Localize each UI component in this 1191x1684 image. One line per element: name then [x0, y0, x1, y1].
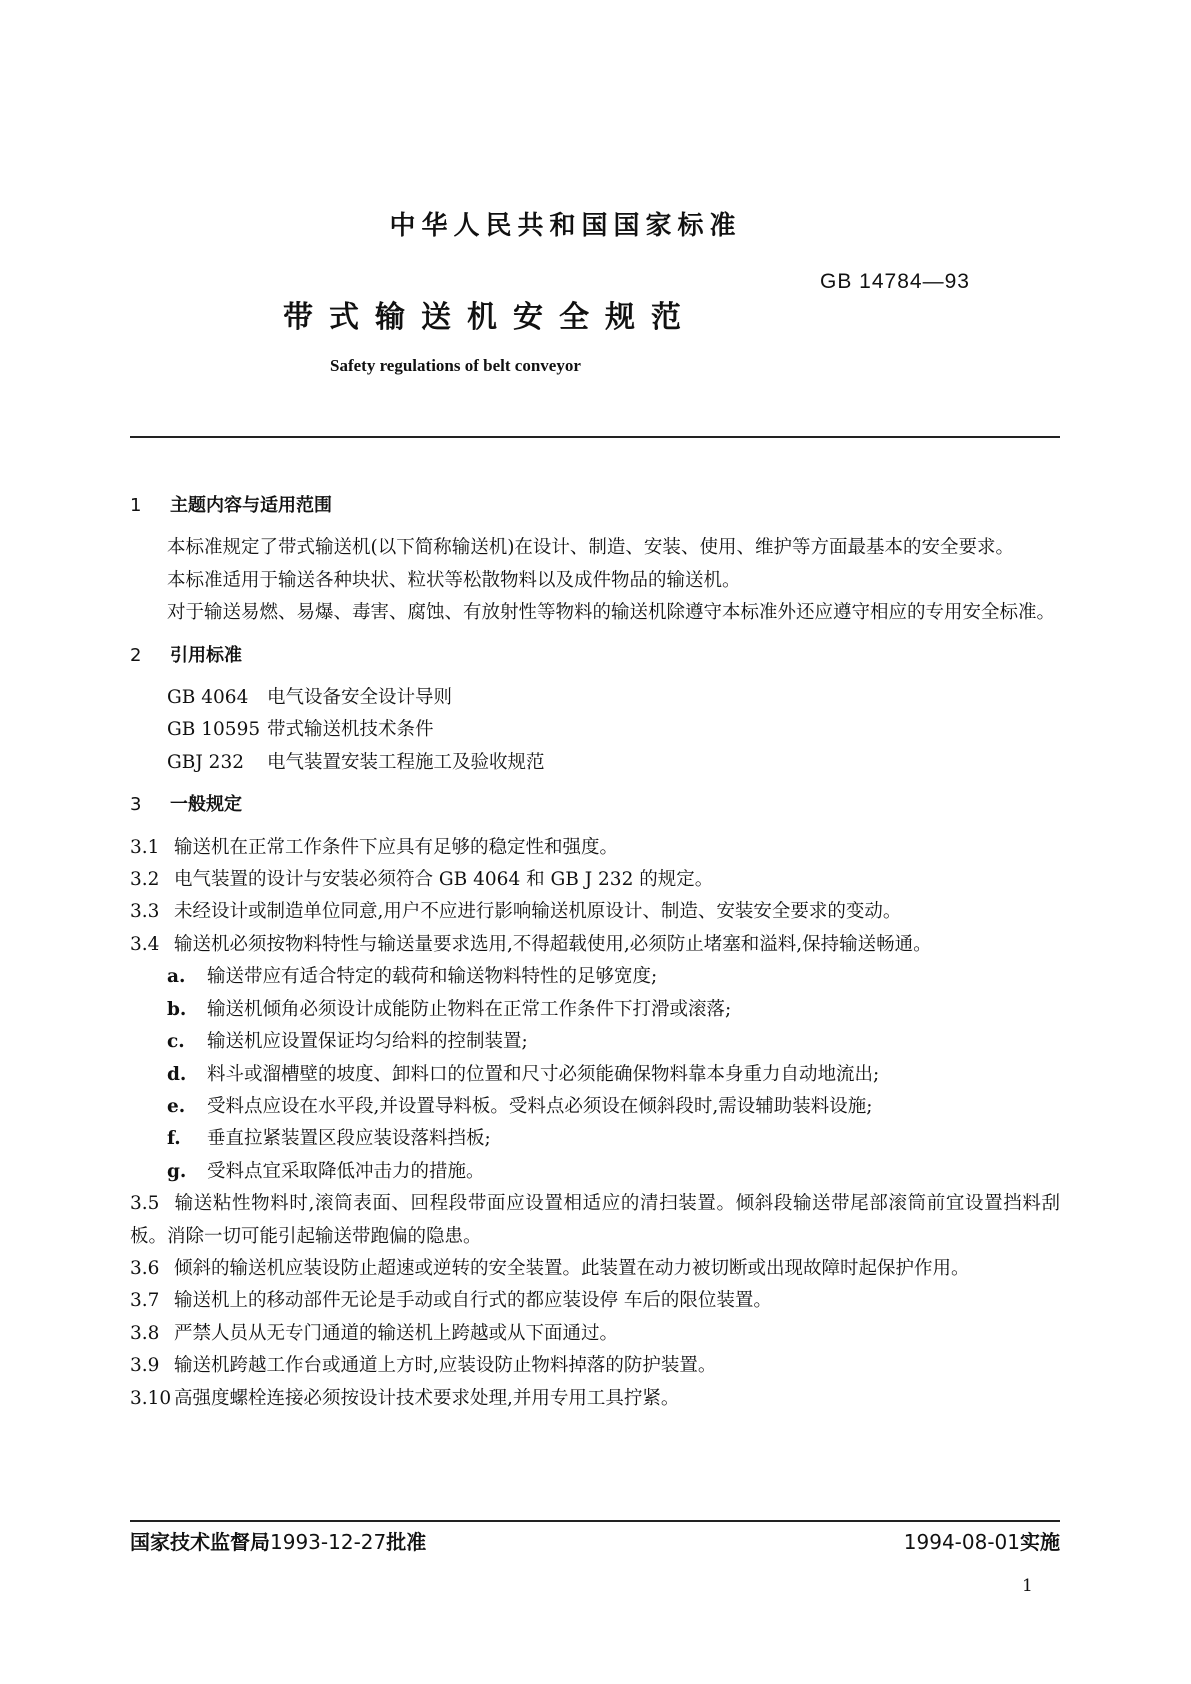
clause-text: 未经设计或制造单位同意,用户不应进行影响输送机原设计、制造、安装安全要求的变动。	[174, 901, 902, 923]
national-standard-text: 中华人民共和国国家标准	[389, 211, 742, 241]
effective-label: 实施	[1020, 1530, 1060, 1554]
list-item	[130, 994, 1060, 1026]
paragraph: 本标准规定了带式输送机(以下简称输送机)在设计、制造、安装、使用、维护等方面最基本的安全要求。	[167, 537, 1014, 559]
clause-number: 3.2	[130, 869, 160, 891]
document-title-english: Safety regulations of belt conveyor	[330, 356, 581, 375]
list-item	[130, 1091, 1060, 1123]
reference-item	[130, 747, 1060, 779]
approve-date: 1993-12-27	[270, 1530, 387, 1554]
effective-info	[904, 1526, 1060, 1555]
item-text: 受料点宜采取降低冲击力的措施。	[207, 1160, 485, 1182]
item-text: 输送带应有适合特定的载荷和输送物料特性的足够宽度;	[207, 966, 658, 988]
item-text: 受料点应设在水平段,并设置导料板。受料点必须设在倾斜段时,需设辅助装料设施;	[207, 1095, 873, 1117]
clause	[130, 1253, 1060, 1285]
item-letter: c.	[167, 1031, 185, 1053]
clause-text: 严禁人员从无专门通道的输送机上跨越或从下面通过。	[174, 1322, 619, 1344]
clause-text: 输送粘性物料时,滚筒表面、回程段带面应设置相适应的清扫装置。倾斜段输送带尾部滚筒前宜设置挡料刮板。消除一切可能引起输送带跑偏的隐患。	[130, 1193, 1060, 1247]
header-divider	[130, 436, 1060, 438]
clause-number: 3.6	[130, 1257, 160, 1279]
clause	[130, 1285, 1060, 1317]
item-letter: f.	[167, 1128, 181, 1150]
clause-text: 输送机必须按物料特性与输送量要求选用,不得超载使用,必须防止堵塞和溢料,保持输送畅通。	[174, 933, 932, 955]
reference-title: 电气设备安全设计导则	[267, 687, 453, 709]
effective-date: 1994-08-01	[903, 1530, 1020, 1554]
clause-number: 3.7	[130, 1290, 160, 1312]
list-item	[130, 1026, 1060, 1058]
item-letter: g.	[167, 1160, 187, 1182]
clause-text: 输送机跨越工作台或通道上方时,应装设防止物料掉落的防护装置。	[174, 1355, 717, 1377]
section-number: 3	[130, 794, 142, 816]
national-standard-heading	[0, 205, 1191, 242]
item-letter: e.	[167, 1095, 186, 1117]
reference-code: GB 10595	[167, 719, 261, 741]
clause-text: 电气装置的设计与安装必须符合 GB 4064 和 GB J 232 的规定。	[174, 869, 714, 891]
item-text: 输送机应设置保证均匀给料的控制装置;	[207, 1031, 528, 1053]
clause-number: 3.5	[130, 1193, 160, 1215]
clause-text: 输送机在正常工作条件下应具有足够的稳定性和强度。	[174, 836, 619, 858]
document-body	[130, 480, 1060, 1415]
list-item	[130, 1156, 1060, 1188]
clause	[130, 896, 1060, 928]
clause	[130, 1188, 1060, 1253]
footer-divider	[130, 1520, 1060, 1522]
clause-text: 高强度螺栓连接必须按设计技术要求处理,并用专用工具拧紧。	[174, 1387, 680, 1409]
list-item	[130, 1123, 1060, 1155]
section-number: 2	[130, 644, 142, 666]
clause	[130, 1383, 1060, 1415]
item-text: 输送机倾角必须设计成能防止物料在正常工作条件下打滑或滚落;	[207, 998, 732, 1020]
item-letter: a.	[167, 966, 186, 988]
clause	[130, 864, 1060, 896]
clause-number: 3.8	[130, 1322, 160, 1344]
reference-title: 电气装置安装工程施工及验收规范	[267, 751, 545, 773]
clause-number: 3.9	[130, 1355, 160, 1377]
list-item	[130, 1059, 1060, 1091]
section-heading-3	[130, 789, 1060, 821]
clause-number: 3.4	[130, 933, 160, 955]
approval-info	[130, 1526, 426, 1555]
clause	[130, 832, 1060, 864]
clause	[130, 929, 1060, 961]
list-item	[130, 961, 1060, 993]
item-text: 垂直拉紧装置区段应装设落料挡板;	[207, 1128, 491, 1150]
clause-number: 3.10	[130, 1387, 172, 1409]
clause-number: 3.1	[130, 836, 160, 858]
section-heading-1	[130, 490, 1060, 522]
reference-item	[130, 682, 1060, 714]
section-heading-2	[130, 640, 1060, 672]
document-title: 带式输送机安全规范	[283, 300, 697, 335]
reference-code: GB 4064	[167, 687, 249, 709]
page-number: 1	[1022, 1576, 1033, 1596]
clause-text: 输送机上的移动部件无论是手动或自行式的都应装设停 车后的限位装置。	[174, 1290, 772, 1312]
clause-text: 倾斜的输送机应装设防止超速或逆转的安全装置。此装置在动力被切断或出现故障时起保护作用。	[174, 1257, 970, 1279]
section-title: 主题内容与适用范围	[170, 495, 332, 516]
item-letter: b.	[167, 998, 187, 1020]
reference-code: GBJ 232	[167, 751, 244, 773]
paragraph: 对于输送易燃、易爆、毒害、腐蚀、有放射性等物料的输送机除遵守本标准外还应遵守相应的专用安全标准。	[167, 602, 1056, 624]
clause-number: 3.3	[130, 901, 160, 923]
clause	[130, 1350, 1060, 1382]
approve-label: 批准	[386, 1530, 427, 1554]
item-text: 料斗或溜槽壁的坡度、卸料口的位置和尺寸必须能确保物料靠本身重力自动地流出;	[207, 1063, 880, 1085]
reference-item	[130, 714, 1060, 746]
issuer: 国家技术监督局	[130, 1530, 270, 1554]
section-title: 一般规定	[170, 794, 242, 816]
standard-number: GB 14784—93	[820, 270, 970, 293]
section-number: 1	[130, 495, 142, 516]
clause	[130, 1318, 1060, 1350]
section-title: 引用标准	[170, 644, 242, 666]
reference-title: 带式输送机技术条件	[267, 719, 434, 741]
paragraph: 本标准适用于输送各种块状、粒状等松散物料以及成件物品的输送机。	[167, 569, 741, 591]
item-letter: d.	[167, 1063, 187, 1085]
